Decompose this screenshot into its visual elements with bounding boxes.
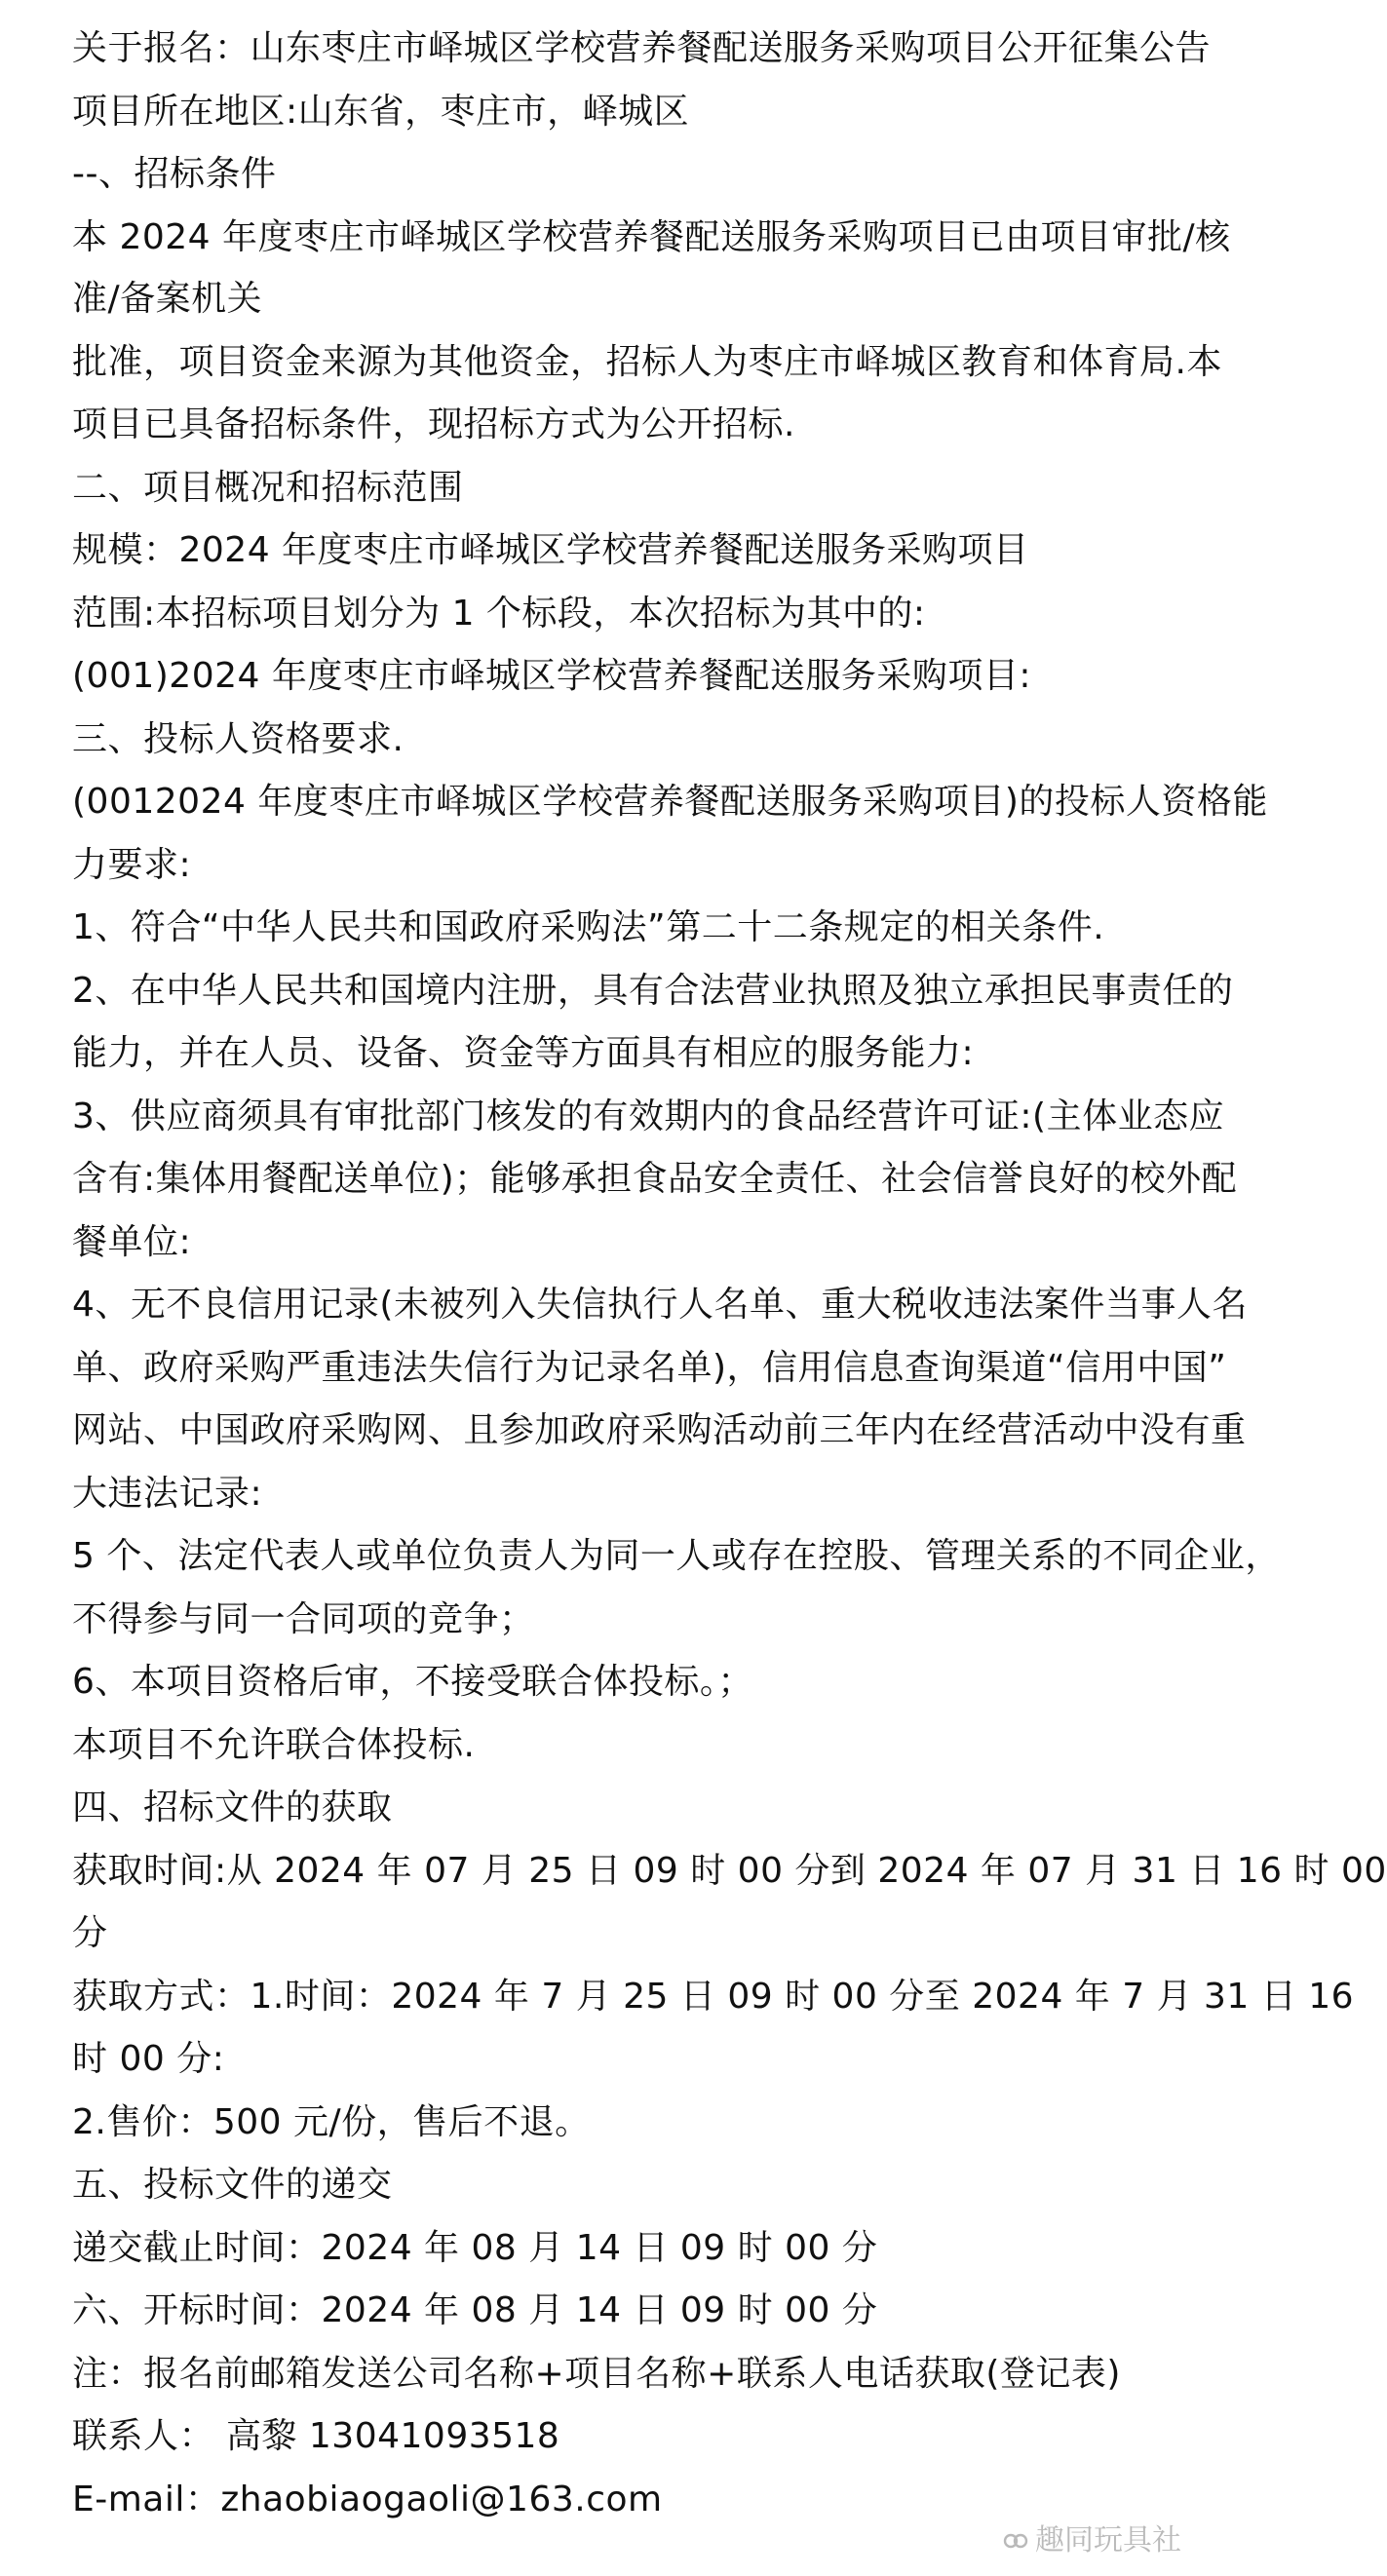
paragraph-line: 时 00 分: <box>72 2039 225 2079</box>
contact-email: E-mail：zhaobiaogaoli@163.com <box>72 2480 663 2519</box>
scale-line: 规模：2024 年度枣庄市峄城区学校营养餐配送服务采购项目 <box>72 530 1029 570</box>
section-heading-bid-submission: 五、投标文件的递交 <box>72 2165 393 2205</box>
paragraph-line: 餐单位: <box>72 1222 192 1262</box>
section-heading-tender-documents: 四、招标文件的获取 <box>72 1788 393 1827</box>
requirement-5: 5 个、法定代表人或单位负责人为同一人或存在控股、管理关系的不同企业， <box>72 1536 1281 1576</box>
price-line: 2.售价：500 元/份，售后不退。 <box>72 2102 591 2142</box>
requirement-4: 4、无不良信用记录(未被列入失信执行人名单、重大税收违法案件当事人名 <box>72 1285 1248 1325</box>
watermark-logo-icon <box>1002 2527 1029 2555</box>
acquisition-time: 获取时间:从 2024 年 07 月 25 日 09 时 00 分到 2024 年 07 月 31 日 16 时 00 <box>72 1851 1387 1891</box>
requirement-1: 1、符合“中华人民共和国政府采购法”第二十二条规定的相关条件. <box>72 907 1105 947</box>
paragraph-line: 项目已具备招标条件，现招标方式为公开招标. <box>72 404 795 444</box>
watermark-text: 趣同玩具社 <box>1035 2523 1181 2557</box>
paragraph-line: 准/备案机关 <box>72 279 263 319</box>
paragraph-line: 分 <box>72 1913 108 1953</box>
registration-note: 注：报名前邮箱发送公司名称+项目名称+联系人电话获取(登记表) <box>72 2354 1121 2394</box>
paragraph-line: 本 2024 年度枣庄市峄城区学校营养餐配送服务采购项目已由项目审批/核 <box>72 217 1231 257</box>
watermark <box>1002 2523 1181 2558</box>
project-location: 项目所在地区:山东省，枣庄市，峄城区 <box>72 92 690 132</box>
scope-line: 范围:本招标项目划分为 1 个标段，本次招标为其中的: <box>72 594 926 634</box>
paragraph-line: 网站、中国政府采购网、且参加政府采购活动前三年内在经营活动中没有重 <box>72 1410 1247 1450</box>
paragraph-line: 含有:集体用餐配送单位)；能够承担食品安全责任、社会信誉良好的校外配 <box>72 1159 1238 1199</box>
contact-person: 联系人： 高黎 13041093518 <box>72 2416 560 2456</box>
paragraph-line: 不得参与同一合同项的竞争； <box>72 1599 535 1639</box>
announcement-title: 关于报名：山东枣庄市峄城区学校营养餐配送服务采购项目公开征集公告 <box>72 28 1212 68</box>
consortium-note: 本项目不允许联合体投标. <box>72 1725 476 1765</box>
paragraph-line: 能力，并在人员、设备、资金等方面具有相应的服务能力: <box>72 1033 975 1073</box>
paragraph-line: 批准，项目资金来源为其他资金，招标人为枣庄市峄城区教育和体育局.本 <box>72 342 1222 382</box>
submission-deadline: 递交截止时间：2024 年 08 月 14 日 09 时 00 分 <box>72 2228 878 2268</box>
lot-line: (001)2024 年度枣庄市峄城区学校营养餐配送服务采购项目: <box>72 656 1031 696</box>
paragraph-line: (0012024 年度枣庄市峄城区学校营养餐配送服务采购项目)的投标人资格能 <box>72 782 1268 822</box>
section-heading-qualifications: 三、投标人资格要求. <box>72 719 405 759</box>
paragraph-line: 力要求: <box>72 845 192 885</box>
bid-opening-time: 六、开标时间：2024 年 08 月 14 日 09 时 00 分 <box>72 2290 878 2330</box>
section-heading-bidding-conditions: --、招标条件 <box>72 154 277 194</box>
acquisition-method: 获取方式：1.时间：2024 年 7 月 25 日 09 时 00 分至 2024 年 7 月 31 日 16 <box>72 1977 1355 2017</box>
paragraph-line: 单、政府采购严重违法失信行为记录名单)，信用信息查询渠道“信用中国” <box>72 1348 1227 1388</box>
requirement-3: 3、供应商须具有审批部门核发的有效期内的食品经营许可证:(主体业态应 <box>72 1096 1225 1136</box>
section-heading-project-overview: 二、项目概况和招标范围 <box>72 468 464 508</box>
requirement-2: 2、在中华人民共和国境内注册，具有合法营业执照及独立承担民事责任的 <box>72 971 1234 1011</box>
requirement-6: 6、本项目资格后审，不接受联合体投标。； <box>72 1662 753 1702</box>
paragraph-line: 大违法记录: <box>72 1474 263 1514</box>
